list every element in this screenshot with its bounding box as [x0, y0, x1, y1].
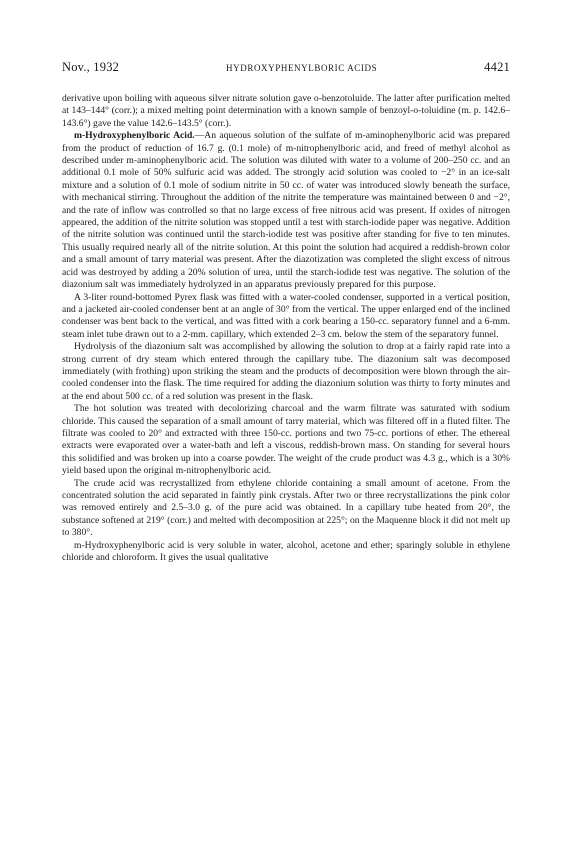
paragraph-continuation	[62, 93, 510, 130]
header-date: Nov., 1932	[62, 60, 120, 74]
paragraph-solubility	[62, 540, 510, 565]
paragraph-text: A 3-liter round-bottomed Pyrex flask was fitted with a water-cooled condenser, supported in a vertical position, and a jacketed air-cooled condenser bent at an angle of 30° from the vertical. The upper enlarged end of the inclined condenser was bent back to the vertical, and was fitted with a cork bearing a 150-cc. separatory funnel and a 6-mm. steam inlet tube drawn out to a 2-mm. capillary, which extended 2–3 cm. below the stem of the separatory funnel.	[62, 291, 510, 340]
header-title: HYDROXYPHENYLBORIC ACIDS	[226, 63, 378, 73]
paragraph-text: derivative upon boiling with aqueous silver nitrate solution gave o-benzotoluide. The latter after purification melted at 143–144° (corr.); a mixed melting point determination with a known sample of benzoyl-o-toluidine (m. p. 142.6–143.6°) gave the value 142.6–143.5° (corr.).	[62, 93, 510, 129]
running-header	[62, 60, 510, 76]
article-body	[62, 93, 510, 564]
paragraph-hydroxyphenylboric-acid	[62, 130, 510, 291]
section-heading: m-Hydroxyphenylboric Acid.	[74, 130, 195, 142]
paragraph-text: —An aqueous solution of the sulfate of m-aminophenylboric acid was prepared from the product of reduction of 16.7 g. (0.1 mole) of m-nitrophenylboric acid, and freed of methyl alcohol as described under m-aminophenylboric acid. The solution was diluted with water to a volume of 200–250 cc. and an additional 0.1 mole of 50% sulfuric acid was added. The strongly acid solution was cooled to −2° in an ice-salt mixture and a solution of 0.1 mole of sodium nitrite in 50 cc. of water was introduced slowly beneath the surface, with mechanical stirring. Throughout the addition of the nitrite the temperature was maintained between 0 and −2°, and the rate of inflow was controlled so that no large excess of free nitrous acid was present. If oxides of nitrogen appeared, the addition of the nitrite solution was stopped until a test with starch-iodide paper was negative. Addition of the nitrite solution was continued until the starch-iodide test was positive after standing for five to ten minutes. This usually required nearly all of the nitrite solution. At this point the solution had acquired a reddish-brown color and a small amount of tarry material was present. After the diazotization was completed the slight excess of nitrous acid was destroyed by adding a 20% solution of urea, until the starch-iodide test was negative. The solution of the diazonium salt was immediately hydrolyzed in an apparatus previously prepared for this purpose.	[62, 130, 510, 291]
page-number: 4421	[484, 60, 510, 74]
paragraph-text: The hot solution was treated with decolorizing charcoal and the warm filtrate was saturated with sodium chloride. This caused the separation of a small amount of tarry material, which was filtered off in a fluted filter. The filtrate was cooled to 20° and extracted with three 150-cc. portions and two 75-cc. portions of ether. The ethereal extracts were evaporated over a water-bath and left a viscous, reddish-brown mass. On standing for several hours this solidified and was broken up into a coarse powder. The weight of the crude product was 4.3 g., which is a 30% yield based upon the original m-nitrophenylboric acid.	[62, 403, 510, 477]
paragraph-text: The crude acid was recrystallized from ethylene chloride containing a small amount of acetone. From the concentrated solution the acid separated in faintly pink crystals. After two or three recrystallizations the pink color was removed entirely and 2.5–3.0 g. of the pure acid was obtained. In a capillary tube heated from 20°, the substance softened at 219° (corr.) and melted with decomposition at 225°; on the Maquenne block it did not melt up to 380°.	[62, 477, 510, 539]
paragraph-text: m-Hydroxyphenylboric acid is very soluble in water, alcohol, acetone and ether; sparingly soluble in ethylene chloride and chloroform. It gives the usual qualitative	[62, 539, 510, 564]
paragraph-recrystallization	[62, 478, 510, 540]
paragraph-text: Hydrolysis of the diazonium salt was accomplished by allowing the solution to drop at a fairly rapid rate into a strong current of dry steam which entered through the capillary tube. The diazonium salt was decomposed immediately (with frothing) upon striking the steam and the products of decomposition were blown through the air-cooled condenser into the flask. The time required for adding the diazonium solution was thirty to forty minutes and at the end about 500 cc. of a red solution was present in the flask.	[62, 341, 510, 402]
paragraph-apparatus	[62, 292, 510, 342]
paragraph-workup	[62, 403, 510, 477]
paragraph-hydrolysis	[62, 341, 510, 403]
